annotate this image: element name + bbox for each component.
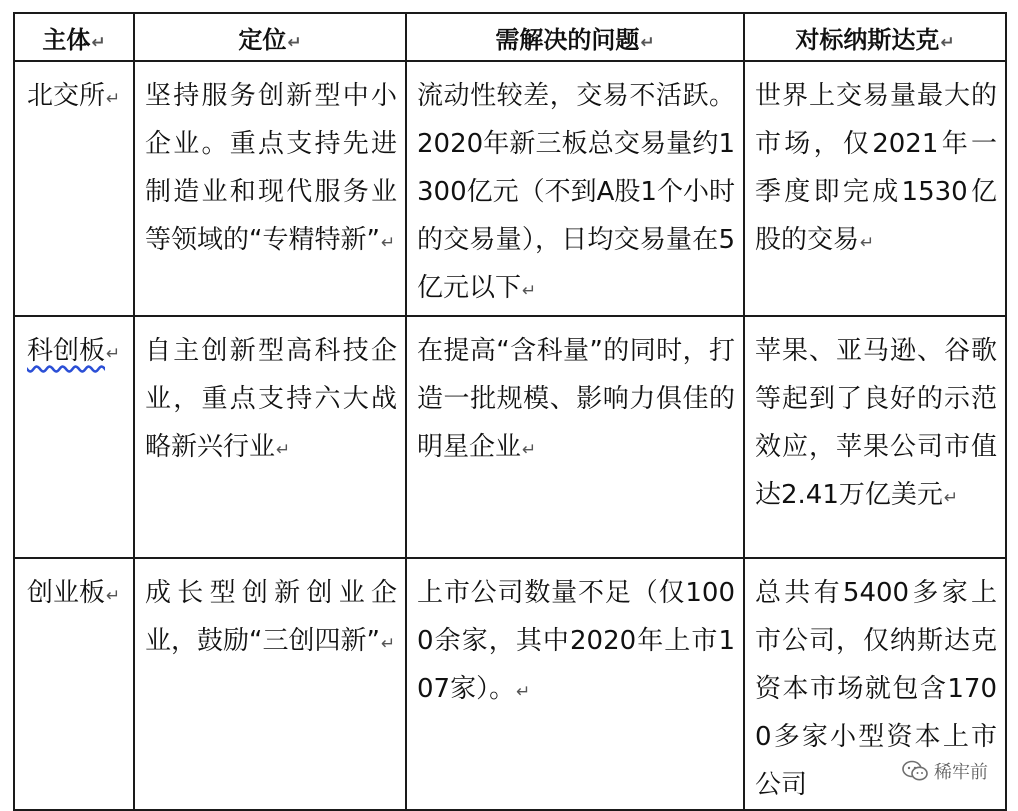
- row-name-cell: 北交所↵: [14, 61, 134, 316]
- table-row: [14, 558, 1006, 810]
- paragraph-mark: ↵: [943, 488, 959, 508]
- paragraph-mark: ↵: [276, 440, 291, 460]
- paragraph-mark: ↵: [860, 233, 875, 253]
- problem-cell: 流动性较差，交易不活跃。2020年新三板总交易量约1300亿元（不到A股1个小时的交易量），日均交易量在5亿元以下↵: [406, 61, 744, 316]
- benchmark-cell: 世界上交易量最大的市场，仅2021年一季度即完成1530亿股的交易↵: [744, 61, 1006, 316]
- paragraph-mark: ↵: [522, 281, 537, 301]
- paragraph-mark: ↵: [106, 586, 121, 606]
- watermark-text: 稀牢前: [934, 762, 988, 783]
- problem-cell: 上市公司数量不足（仅1000余家，其中2020年上市107家）。↵: [406, 558, 744, 810]
- wechat-icon: [902, 760, 928, 782]
- paragraph-mark: ↵: [380, 634, 396, 654]
- benchmark-cell: 苹果、亚马逊、谷歌等起到了良好的示范效应，苹果公司市值达2.41万亿美元↵: [744, 316, 1006, 558]
- header-cell-problem: 需解决的问题↵: [406, 13, 744, 61]
- paragraph-mark: ↵: [287, 32, 302, 53]
- paragraph-mark: ↵: [380, 233, 396, 253]
- row-name-cell: 科创板↵: [14, 316, 134, 558]
- benchmark-cell: 总共有5400多家上市公司，仅纳斯达克资本市场就包含1700多家小型资本上市公司: [744, 558, 1006, 810]
- paragraph-mark: ↵: [106, 89, 121, 109]
- header-cell-subject: 主体↵: [14, 13, 134, 61]
- positioning-cell: 自主创新型高科技企业，重点支持六大战略新兴行业↵: [134, 316, 406, 558]
- positioning-cell: 坚持服务创新型中小企业。重点支持先进制造业和现代服务业等领域的“专精特新”↵: [134, 61, 406, 316]
- document-table-wrapper: [13, 12, 1007, 811]
- table-header-row: [14, 13, 1006, 61]
- paragraph-mark: ↵: [940, 32, 955, 53]
- table-row: [14, 316, 1006, 558]
- header-cell-positioning: 定位↵: [134, 13, 406, 61]
- header-cell-benchmark: 对标纳斯达克↵: [744, 13, 1006, 61]
- paragraph-mark: ↵: [516, 682, 531, 702]
- watermark: [902, 758, 988, 784]
- comparison-table: [13, 12, 1007, 811]
- paragraph-mark: ↵: [640, 32, 655, 53]
- positioning-cell: 成长型创新创业企业，鼓励“三创四新”↵: [134, 558, 406, 810]
- paragraph-mark: ↵: [522, 440, 537, 460]
- paragraph-mark: ↵: [91, 32, 106, 53]
- problem-cell: 在提高“含科量”的同时，打造一批规模、影响力俱佳的明星企业↵: [406, 316, 744, 558]
- table-row: [14, 61, 1006, 316]
- row-name-cell: 创业板↵: [14, 558, 134, 810]
- paragraph-mark: ↵: [106, 344, 121, 364]
